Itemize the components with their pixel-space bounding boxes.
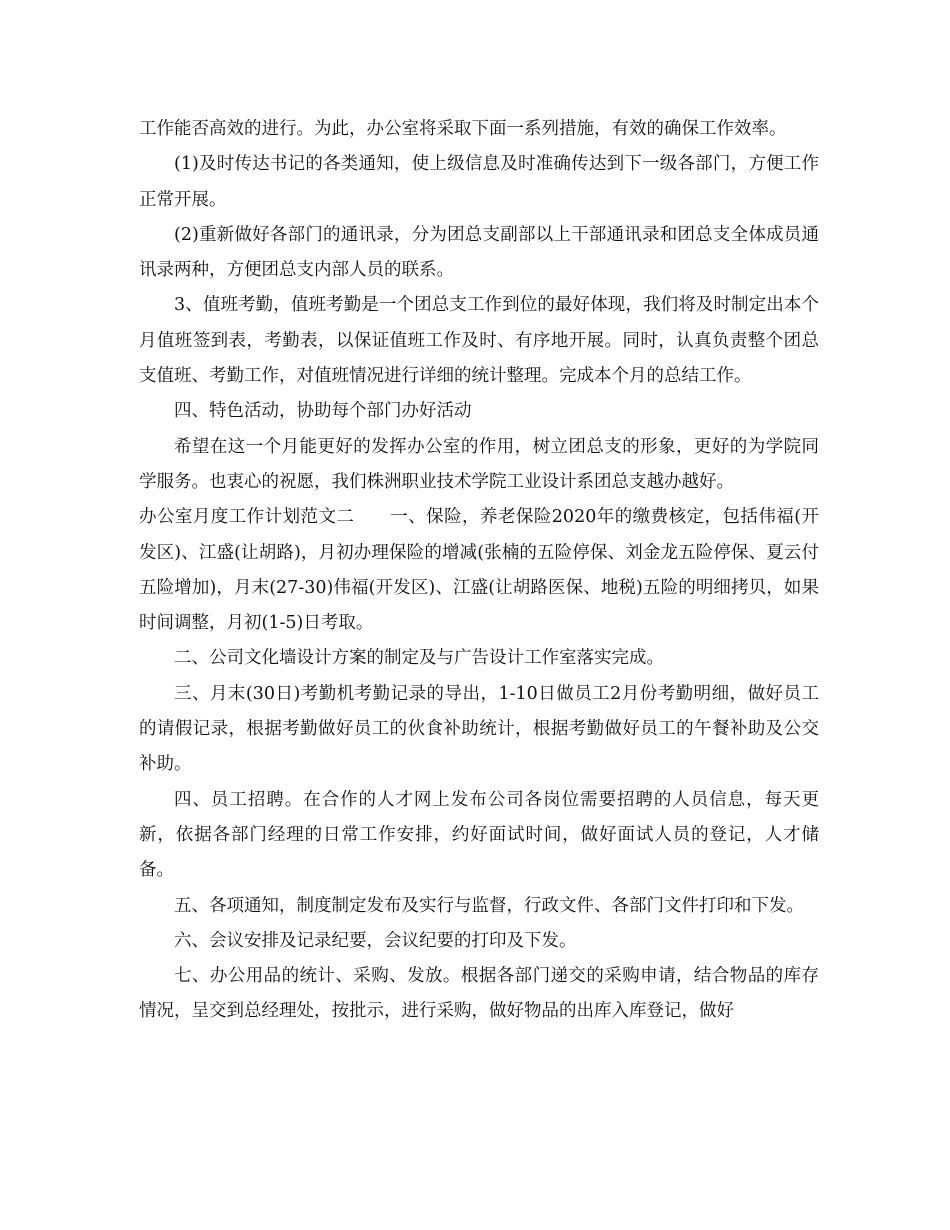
paragraph-3: (2)重新做好各部门的通讯录，分为团总支副部以上干部通讯录和团总支全体成员通讯录两种，方便团总支内部人员的联系。 <box>139 224 819 281</box>
paragraph-2: (1)及时传达书记的各类通知，使上级信息及时准确传达到下一级各部门，方便工作正常开展。 <box>139 154 819 210</box>
paragraph-11: 五、各项通知，制度制定发布及实行与监督，行政文件、各部门文件打印和下发。 <box>174 895 804 916</box>
document-body <box>139 112 819 1030</box>
paragraph-6: 希望在这一个月能更好的发挥办公室的作用，树立团总支的形象，更好的为学院同学服务。也衷心的祝愿，我们株洲职业技术学院工业设计系团总支越办越好。 <box>139 436 819 492</box>
paragraph-9: 三、月末(30日)考勤机考勤记录的导出，1-10日做员工2月份考勤明细，做好员工的请假记录，根据考勤做好员工的伙食补助统计，根据考勤做好员工的午餐补助及公交补助。 <box>139 683 819 775</box>
paragraph-4: 3、值班考勤，值班考勤是一个团总支工作到位的最好体现，我们将及时制定出本个月值班签到表，考勤表，以保证值班工作及时、有序地开展。同时，认真负责整个团总支值班、考勤工作，对值班情况进行详细的统计整理。完成本个月的总结工作。 <box>139 295 819 387</box>
paragraph-7: 办公室月度工作计划范文二 一、保险，养老保险2020年的缴费核定，包括伟福(开发区)、江盛(让胡路)，月初办理保险的增减(张楠的五险停保、刘金龙五险停保、夏云付五险增加)，月末(27-30)伟福(开发区)、江盛(让胡路医保、地税)五险的明细拷贝，如果时间调整，月初(1-5)日考取。 <box>139 507 819 634</box>
paragraph-10: 四、员工招聘。在合作的人才网上发布公司各岗位需要招聘的人员信息，每天更新，依据各部门经理的日常工作安排，约好面试时间，做好面试人员的登记，人才储备。 <box>139 789 819 881</box>
paragraph-12: 六、会议安排及记录纪要，会议纪要的打印及下发。 <box>174 930 577 951</box>
paragraph-1: 工作能否高效的进行。为此，办公室将采取下面一系列措施，有效的确保工作效率。 <box>139 119 787 139</box>
paragraph-13: 七、办公用品的统计、采购、发放。根据各部门递交的采购申请，结合物品的库存情况，呈交到总经理处，按批示，进行采购，做好物品的出库入库登记，做好 <box>139 966 819 1022</box>
paragraph-8: 二、公司文化墙设计方案的制定及与广告设计工作室落实完成。 <box>174 648 664 669</box>
paragraph-5: 四、特色活动，协助每个部门办好活动 <box>174 401 472 422</box>
